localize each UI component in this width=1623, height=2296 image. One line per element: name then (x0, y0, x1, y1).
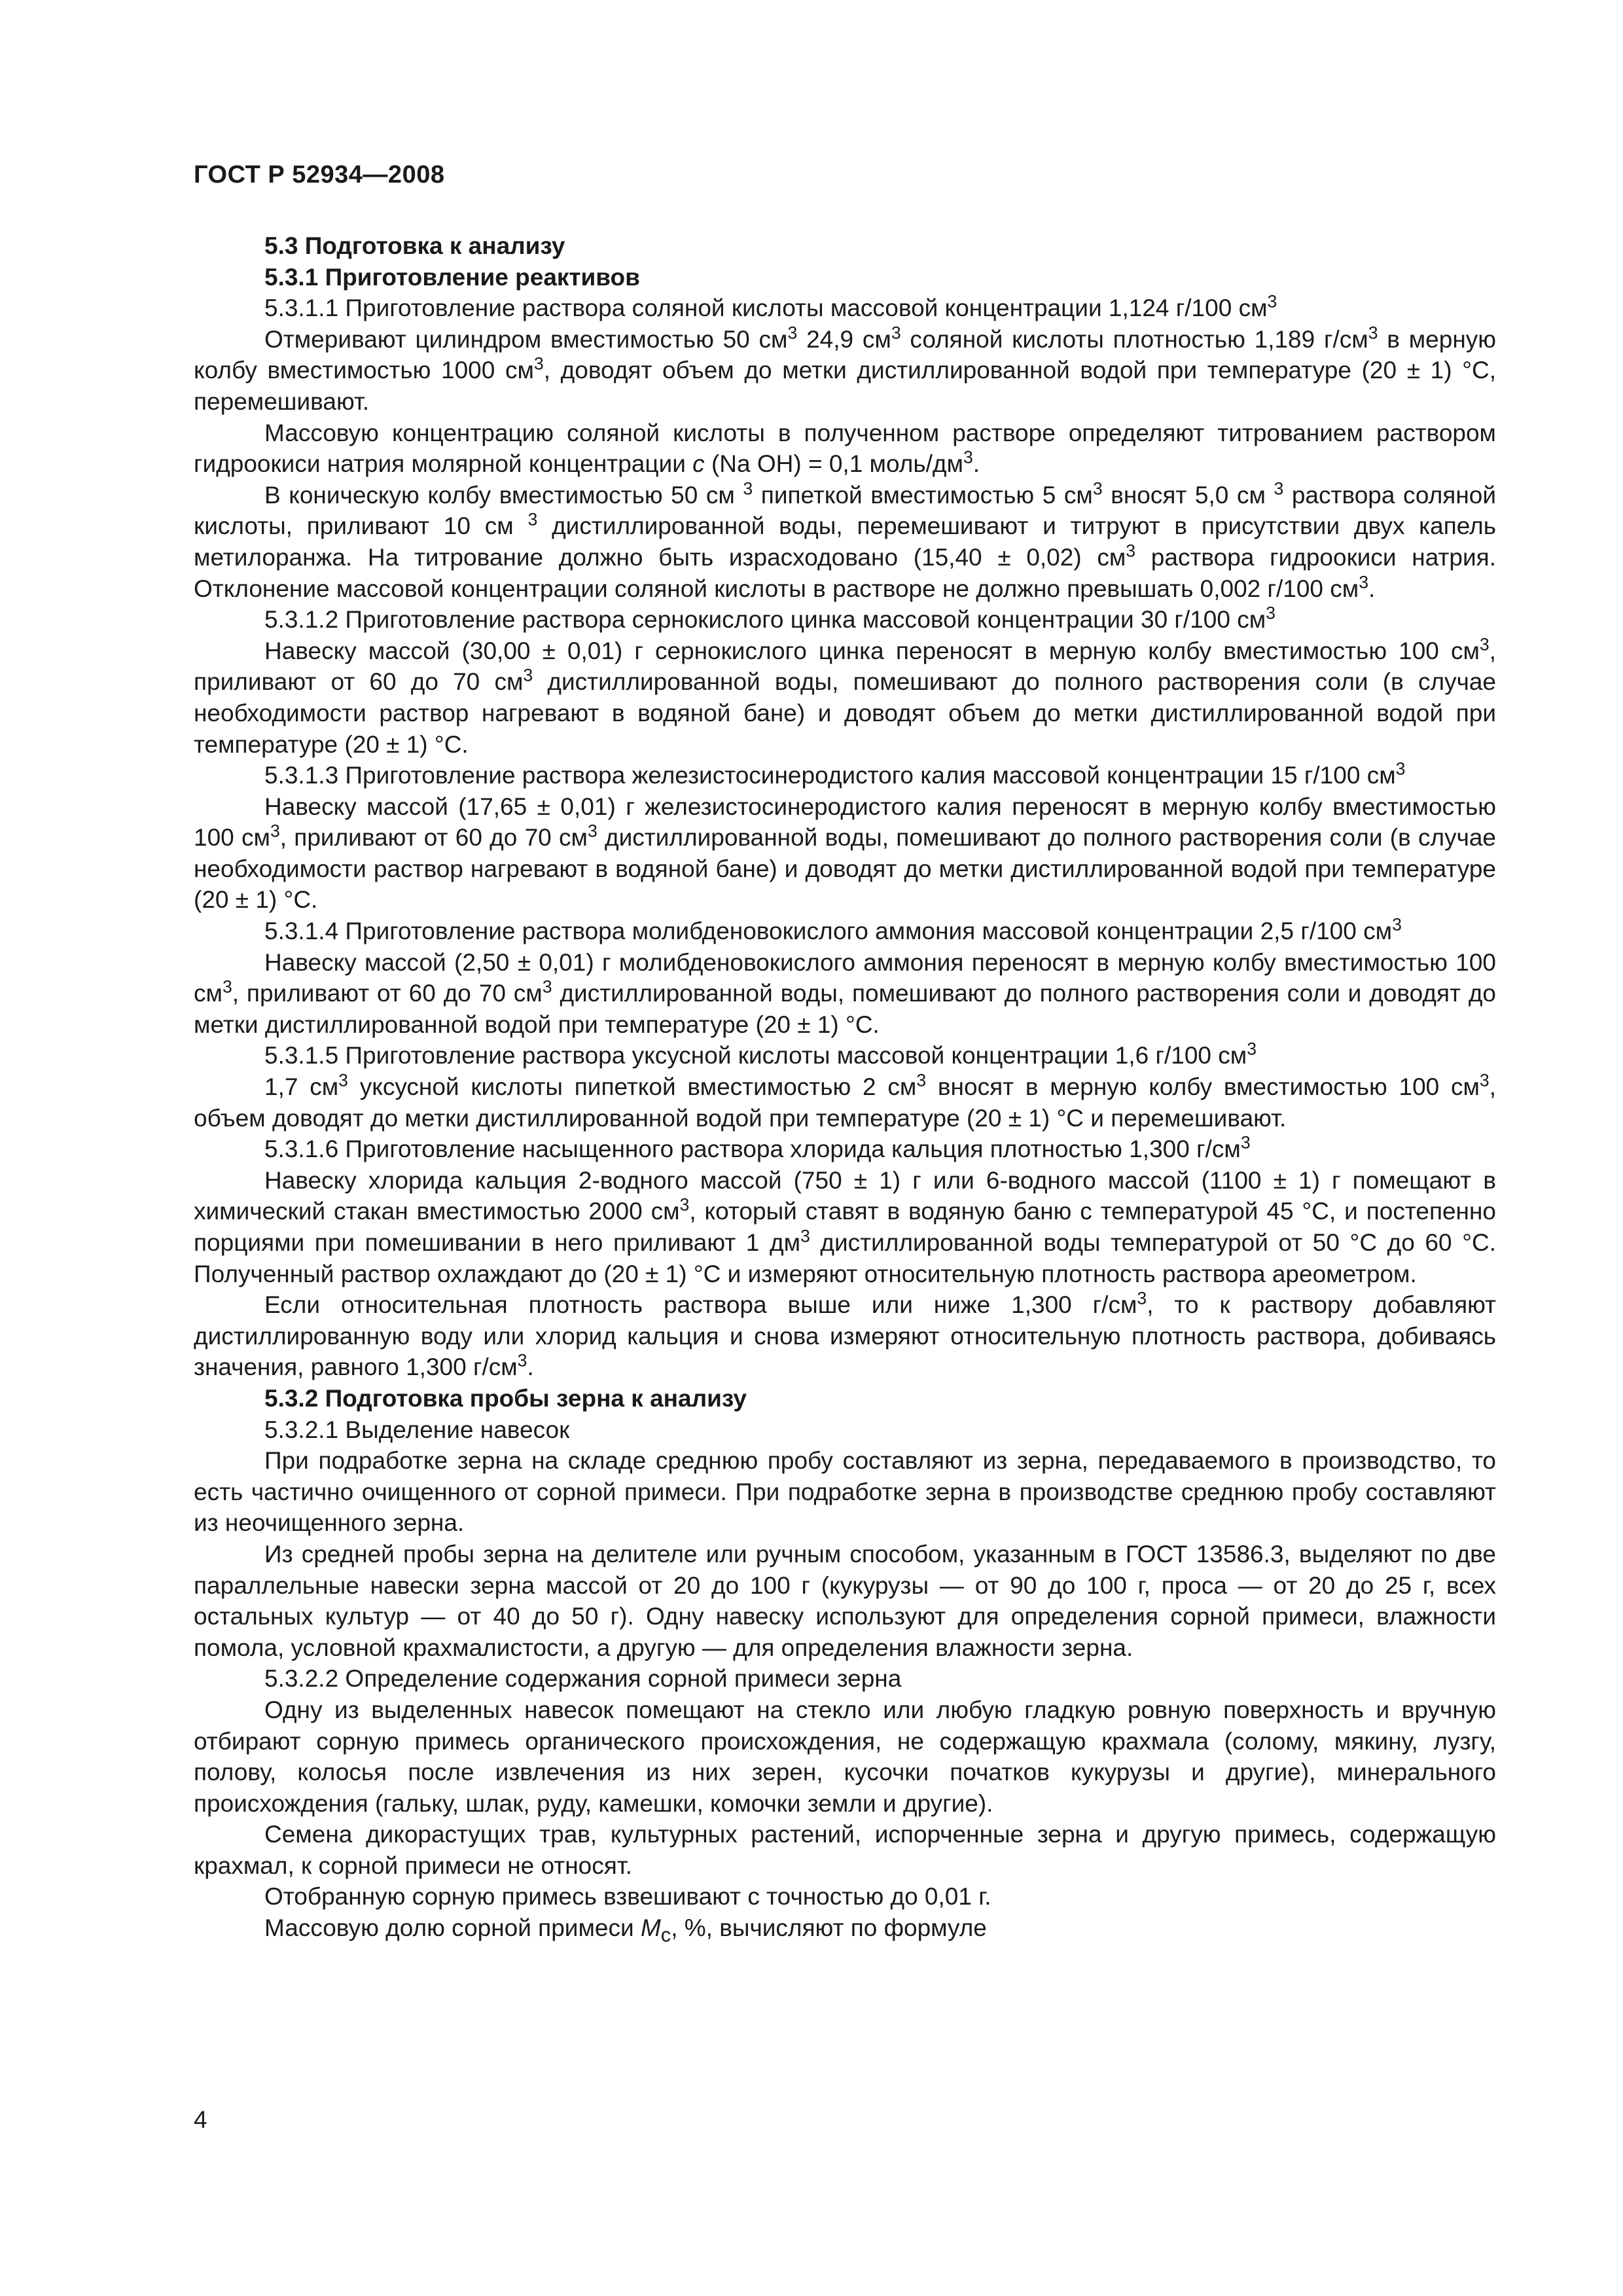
paragraph: Навеску массой (2,50 ± 0,01) г молибденовокислого аммония переносят в мерную колбу вместимостью 100 $см^3$, приливают от 60 до 70 $см^3$ дистиллированной воды, помешивают до полного растворения соли и доводят до метки дистиллированной водой при температуре (20 ± 1) °С. (194, 948, 1496, 1038)
heading-5-3-1-1: 5.3.1.1 Приготовление раствора соляной кислоты массовой концентрации 1,124 г/100 $см^3$ (264, 291, 1277, 322)
heading-5-3-1-4: 5.3.1.4 Приготовление раствора молибденовокислого аммония массовой концентрации 2,5 г/100 $см^3$ (264, 914, 1402, 945)
page-number: 4 (194, 2106, 207, 2133)
heading-5-3-1-5: 5.3.1.5 Приготовление раствора уксусной кислоты массовой концентрации 1,6 г/100 $см^3$ (264, 1039, 1257, 1069)
heading-5-3-1-2: 5.3.1.2 Приготовление раствора сернокислого цинка массовой концентрации 30 г/100 $см^3$ (264, 603, 1275, 634)
paragraph: Отмеривают цилиндром вместимостью 50 $см^3$ 24,9 $см^3$ соляной кислоты плотностью 1,189 $г/см^3$ в мерную колбу вместимостью 1000 $см^3$, доводят объем до метки дистиллированной водой при температуре (20 ± 1) °С, перемешивают. (194, 323, 1497, 415)
heading-5-3: 5.3 Подготовка к анализу (264, 232, 565, 259)
heading-5-3-1: 5.3.1 Приготовление реактивов (264, 263, 640, 291)
heading-5-3-2-2: 5.3.2.2 Определение содержания сорной примеси зерна (264, 1665, 902, 1693)
paragraph: Массовую долю сорной примеси $M_с$, %, вычисляют по формуле (264, 1914, 987, 1946)
heading-5-3-2: 5.3.2 Подготовка пробы зерна к анализу (264, 1384, 747, 1412)
paragraph: Одну из выделенных навесок помещают на стекло или любую гладкую ровную поверхность и вручную отбирают сорную примесь органического происхождения, не содержащую крахмала (солому, мякину, лузгу, полову, колосья после извлечения из них зерен, кусочки початков кукурузы и другие), минерального происхождения (гальку, шлак, руду, камешки, комочки земли и другие). (194, 1696, 1496, 1817)
paragraph: В коническую колбу вместимостью 50 см $^3$ пипеткой вместимостью 5 $см^3$ вносят 5,0 см $^3$ раствора соляной кислоты, приливают 10 см $^3$ дистиллированной воды, перемешивают и титруют в присутствии двух капель метилоранжа. На титрование должно быть израсходовано (15,40 ± 0,02) $см^3$ раствора гидроокиси натрия. Отклонение массовой концентрации соляной кислоты в растворе не должно превышать 0,002 г/100 $см^3$. (194, 478, 1496, 602)
document-header: ГОСТ Р 52934—2008 (194, 161, 445, 188)
paragraph: Навеску массой (17,65 ± 0,01) г железистосинеродистого калия переносят в мерную колбу вместимостью 100 $см^3$, приливают от 60 до 70 $см^3$ дистиллированной воды, помешивают до полного растворения соли (в случае необходимости раствор нагревают в водяной бане) и доводят до метки дистиллированной водой при температуре (20 ± 1) °С. (194, 793, 1497, 914)
document-body (194, 230, 1496, 1950)
paragraph: Массовую концентрацию соляной кислоты в полученном растворе определяют титрованием раствором гидроокиси натрия молярной концентрации c (Na OH) = 0,1 моль/$дм^3$. (194, 419, 1496, 478)
paragraph: Навеску массой (30,00 ± 0,01) г сернокислого цинка переносят в мерную колбу вместимостью 100 $см^3$, приливают от 60 до 70 $см^3$ дистиллированной воды, помешивают до полного растворения соли (в случае необходимости раствор нагревают в водяной бане) и доводят объем до метки дистиллированной водой при температуре (20 ± 1) °С. (194, 634, 1497, 758)
paragraph: Навеску хлорида кальция 2-водного массой (750 ± 1) г или 6-водного массой (1100 ± 1) г помещают в химический стакан вместимостью 2000 $см^3$, который ставят в водяную баню с температурой 45 °С, и постепенно порциями при помешивании в него приливают 1 $дм^3$ дистиллированной воды температурой от 50 °С до 60 °С. Полученный раствор охлаждают до (20 ± 1) °С и измеряют относительную плотность раствора ареометром. (194, 1166, 1496, 1287)
paragraph: Если относительная плотность раствора выше или ниже 1,300 $г/см^3$, то к раствору добавляют дистиллированную воду или хлорид кальция и снова измеряют относительную плотность раствора, добиваясь значения, равного 1,300 $г/см^3$. (194, 1288, 1496, 1381)
paragraph: При подработке зерна на складе среднюю пробу составляют из зерна, передаваемого в производство, то есть частично очищенного от сорной примеси. При подработке зерна в производстве среднюю пробу составляют из неочищенного зерна. (194, 1447, 1496, 1537)
heading-5-3-1-6: 5.3.1.6 Приготовление насыщенного раствора хлорида кальция плотностью 1,300 $г/см^3$ (264, 1132, 1251, 1163)
heading-5-3-1-3: 5.3.1.3 Приготовление раствора железистосинеродистого калия массовой концентрации 15 г/100 $см^3$ (264, 759, 1406, 789)
heading-5-3-2-1: 5.3.2.1 Выделение навесок (264, 1416, 570, 1443)
paragraph: 1,7 $см^3$ уксусной кислоты пипеткой вместимостью 2 $см^3$ вносят в мерную колбу вместимостью 100 $см^3$, объем доводят до метки дистиллированной водой при температуре (20 ± 1) °С и перемешивают. (194, 1070, 1497, 1132)
paragraph: Семена дикорастущих трав, культурных растений, испорченные зерна и другую примесь, содержащую крахмал, к сорной примеси не относят. (194, 1821, 1496, 1879)
paragraph: Из средней пробы зерна на делителе или ручным способом, указанным в ГОСТ 13586.3, выделяют по две параллельные навески зерна массой от 20 до 100 г (кукурузы — от 90 до 100 г, проса — от 20 до 25 г, всех остальных культур — от 40 до 50 г). Одну навеску используют для определения сорной примеси, влажности помола, условной крахмалистости, а другую — для определения влажности зерна. (194, 1540, 1496, 1661)
paragraph: Отобранную сорную примесь взвешивают с точностью до 0,01 г. (264, 1883, 991, 1910)
